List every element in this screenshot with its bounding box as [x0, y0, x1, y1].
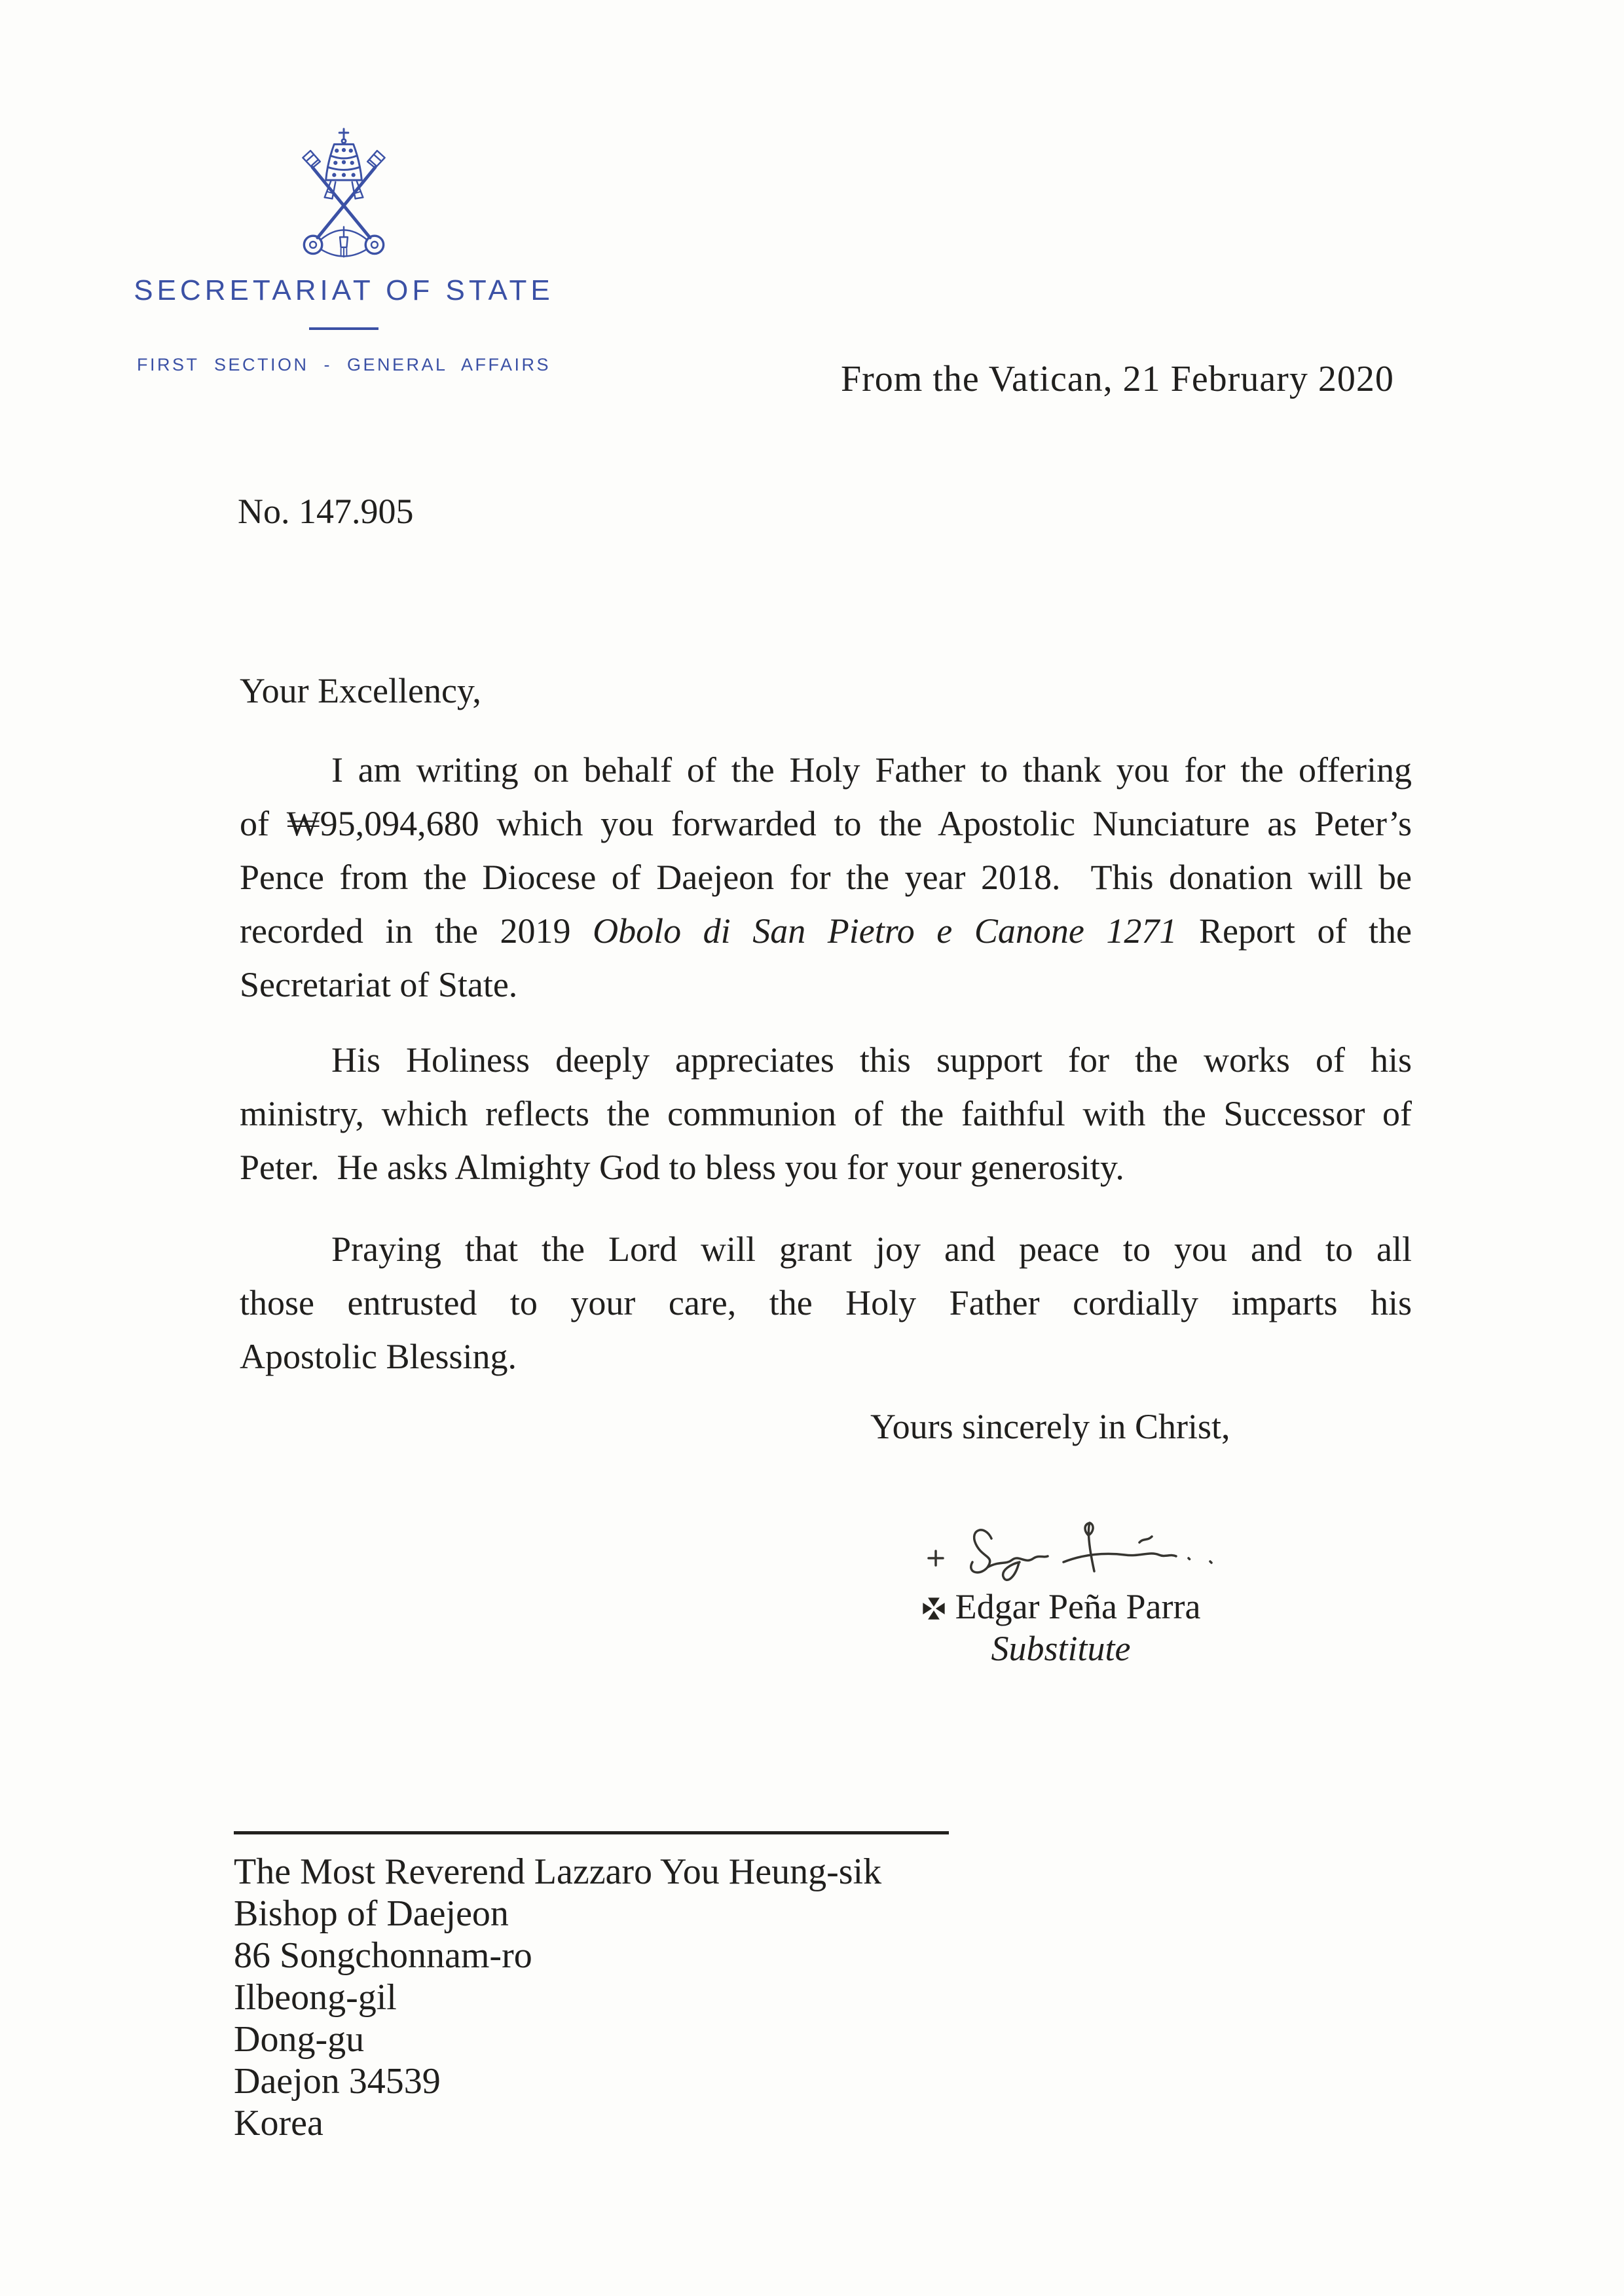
recipient-address-line: Dong-gu [234, 2019, 365, 2060]
paragraph-line: Pence from the Diocese of Daejeon for the year 2018. This donation will be [240, 858, 1412, 897]
paragraph-3 [240, 1222, 1412, 1383]
recipient-address-line: Daejon 34539 [234, 2061, 441, 2102]
recipient-divider-line [234, 1831, 949, 1834]
signatory-title: Substitute [991, 1629, 1131, 1668]
salutation: Your Excellency, [240, 671, 481, 710]
report-title-italic: Obolo di San Pietro e Canone 1271 [593, 911, 1177, 951]
signatory-name-line [921, 1587, 1201, 1626]
recipient-address-line: 86 Songchonnam-ro [234, 1935, 532, 1976]
recipient-title: Bishop of Daejeon [234, 1893, 509, 1934]
closing-valediction: Yours sincerely in Christ, [870, 1407, 1230, 1446]
signatory-name: Edgar Peña Parra [955, 1587, 1201, 1626]
letterhead-section-title: FIRST SECTION - GENERAL AFFAIRS [136, 355, 551, 374]
paragraph-line: Praying that the Lord will grant joy and peace to you and to all [331, 1230, 1412, 1269]
paragraph-1 [240, 743, 1412, 1011]
paragraph-line: I am writing on behalf of the Holy Father to thank you for the offering [331, 750, 1412, 790]
maltese-cross-icon [921, 1596, 946, 1621]
reference-number: No. 147.905 [238, 492, 414, 531]
paragraph-2 [240, 1033, 1412, 1194]
signature-block [815, 1586, 1306, 1669]
paragraph-line: Peter. He asks Almighty God to bless you for your generosity. [240, 1148, 1124, 1187]
paragraph-line: of ₩95,094,680 which you forwarded to the Apostolic Nunciature as Peter’s [240, 804, 1412, 843]
recipient-address-block [234, 1851, 881, 2144]
report-text-after: Report of the [1177, 911, 1412, 951]
letterhead [128, 126, 560, 374]
recipient-name: The Most Reverend Lazzaro You Heung-sik [234, 1851, 882, 1892]
paragraph-line: Secretariat of State. [240, 965, 518, 1004]
recipient-address-line: Ilbeong-gil [234, 1977, 397, 2018]
handwritten-signature [909, 1516, 1230, 1594]
paragraph-line [240, 904, 1412, 958]
paragraph-line: His Holiness deeply appreciates this support for the works of his [331, 1040, 1412, 1080]
paragraph-line: those entrusted to your care, the Holy Father cordially imparts his [240, 1283, 1412, 1322]
report-text-before: recorded in the 2019 [240, 911, 593, 951]
recipient-country: Korea [234, 2103, 323, 2143]
vatican-emblem-icon [286, 126, 401, 270]
paragraph-line: ministry, which reflects the communion of the faithful with the Successor of [240, 1094, 1412, 1133]
letterhead-divider [309, 327, 378, 330]
dateline: From the Vatican, 21 February 2020 [841, 359, 1394, 399]
paragraph-line: Apostolic Blessing. [240, 1337, 517, 1376]
letterhead-org-title: SECRETARIAT OF STATE [134, 274, 554, 306]
